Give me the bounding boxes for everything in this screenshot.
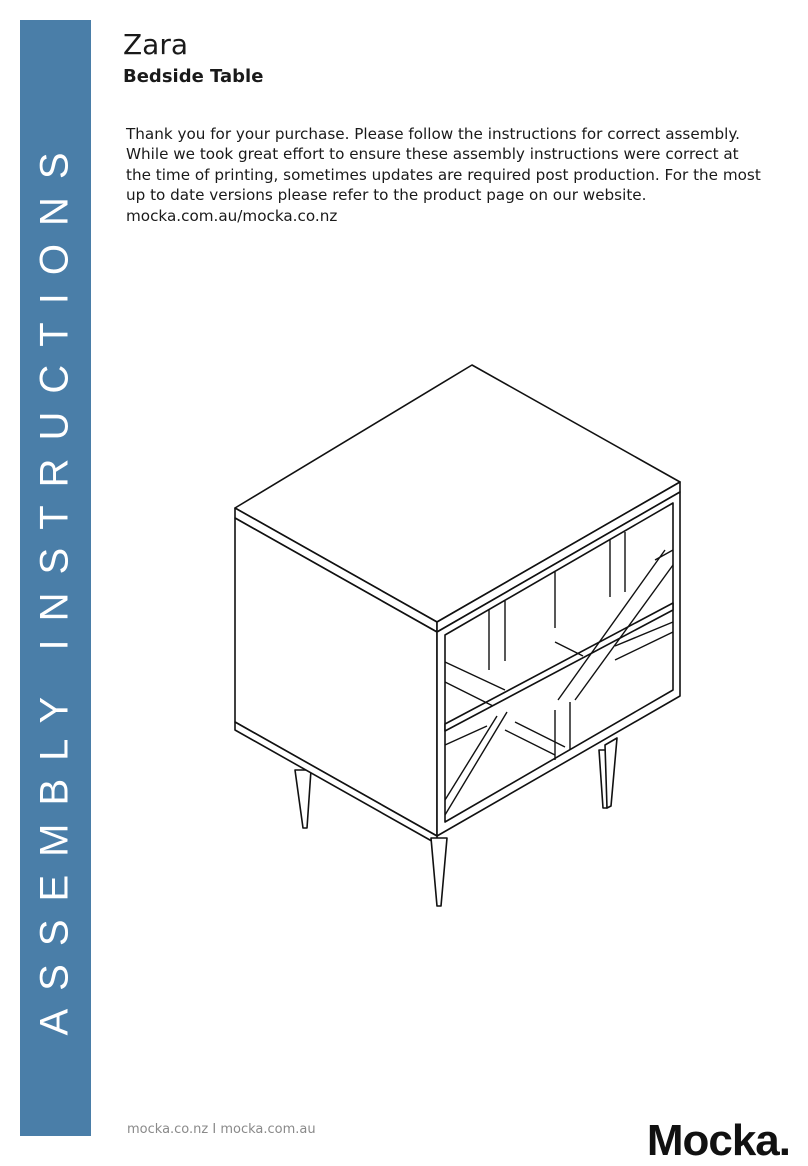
assembly-instructions-heading: ASSEMBLY INSTRUCTIONS	[32, 134, 77, 1036]
back-left-leg	[295, 770, 311, 828]
product-subtitle: Bedside Table	[123, 66, 264, 87]
footer-links: mocka.co.nz I mocka.com.au	[127, 1122, 316, 1137]
front-left-leg	[431, 838, 447, 906]
mocka-logo: Mocka.	[646, 1116, 790, 1165]
intro-paragraph: Thank you for your purchase. Please follow the instructions for correct assembly. While we took great effort to ensure these assembly instructions were correct at the time of printing, sometimes updates are required post production. For the most up to date versions please refer to the product page on our website. mocka.com.au/mocka.co.nz	[126, 125, 761, 225]
product-title: Zara	[123, 28, 189, 61]
bedside-table-icon	[225, 360, 685, 920]
front-right-leg	[605, 738, 617, 808]
